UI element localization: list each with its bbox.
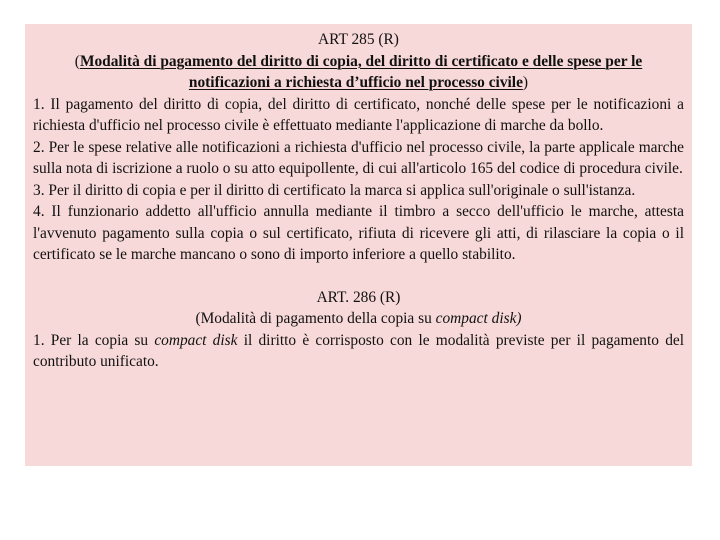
art285-subtitle-close: ) <box>522 74 529 91</box>
art285-subtitle-open: ( <box>74 52 80 70</box>
art285-subtitle <box>33 51 684 94</box>
art286-paragraph-1 <box>33 330 684 373</box>
art285-title: ART 285 (R) <box>318 31 399 48</box>
art285-paragraph-2: 2. Per le spese relative alle notificazioni a richiesta d'ufficio nel processo civile, la parte applicale marche sulla nota di iscrizione a ruolo o su atto equipollente, di cui all'articolo 165 del codice di procedura civile. <box>33 138 684 177</box>
art285-subtitle-text: Modalità di pagamento del diritto di copia, del diritto di certificato e delle spese per le notificazioni a richiesta d’ufficio nel processo civile <box>79 52 643 91</box>
art285-paragraph-1: 1. Il pagamento del diritto di copia, del diritto di certificato, nonché delle spese per le notificazioni a richiesta d'ufficio nel processo civile è effettuato mediante l'applicazione di marche da bollo. <box>33 95 684 134</box>
document-panel <box>25 24 692 466</box>
art286-para1-end: il diritto è corrisposto con le modalità previste per il pagamento del contributo unificato. <box>33 331 684 370</box>
art285-paragraph-4: 4. Il funzionario addetto all'ufficio annulla mediante il timbro a secco dell'ufficio le marche, attesta l'avvenuto pagamento sulla copia o sul certificato, rifiuta di ricevere gli atti, di rilasciare la copia o il certificato se le marche mancano o sono di importo inferiore a quello stabilito. <box>33 203 684 263</box>
art286-para1-italic: compact disk <box>154 331 238 349</box>
art286-title: ART. 286 (R) <box>316 288 401 306</box>
art286-subtitle <box>33 308 684 330</box>
art285-paragraph-3: 3. Per il diritto di copia e per il diritto di certificato la marca si applica sull'originale o sull'istanza. <box>33 181 636 199</box>
art286-para1-start: 1. Per la copia su <box>33 331 155 349</box>
art286-subtitle-italic: compact disk) <box>435 310 522 327</box>
section-spacer <box>33 266 684 287</box>
art286-subtitle-text: (Modalità di pagamento della copia su <box>195 310 436 327</box>
